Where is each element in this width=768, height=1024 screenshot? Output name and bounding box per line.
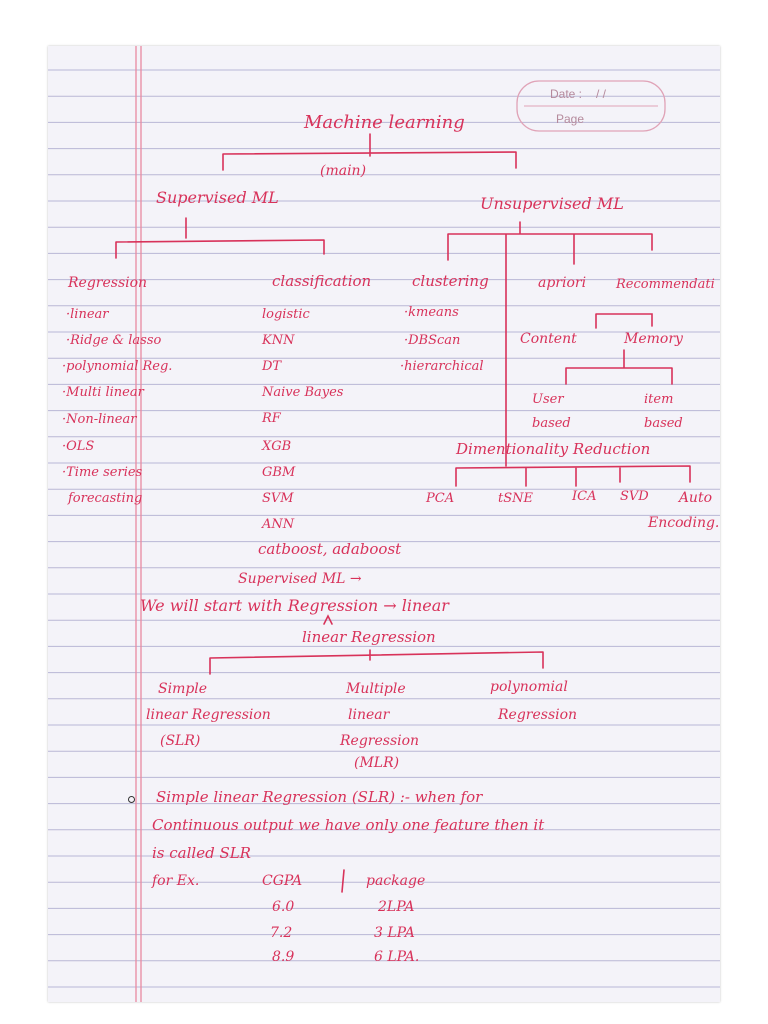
- linear-regression-heading: linear Regression: [302, 628, 436, 646]
- clustering-heading: clustering: [412, 272, 489, 290]
- lr-type-multiple-1: Multiple: [346, 681, 406, 697]
- recommendation-heading: Recommendati: [616, 277, 715, 292]
- dimensionality-item: tSNE: [498, 491, 533, 506]
- dimensionality-item: SVD: [620, 489, 649, 504]
- regression-item: ·OLS: [62, 439, 95, 454]
- lr-type-simple-3: (SLR): [160, 733, 201, 749]
- regression-item: forecasting: [68, 491, 143, 506]
- supervised-title: Supervised ML: [156, 188, 279, 207]
- example-cell: 7.2: [270, 925, 293, 941]
- page-label: Page: [556, 112, 585, 126]
- notebook-page: [48, 46, 720, 1002]
- date-page-box: [516, 79, 668, 135]
- clustering-item: ·DBScan: [404, 333, 461, 348]
- regression-item: ·Time series: [62, 465, 143, 480]
- memory-child: User based: [532, 392, 571, 432]
- clustering-item: ·kmeans: [404, 305, 459, 320]
- dimensionality-heading: Dimentionality Reduction: [456, 440, 651, 458]
- dimensionality-item: PCA: [426, 491, 455, 506]
- classification-heading: classification: [272, 272, 372, 290]
- example-cell: 6 LPA.: [374, 949, 420, 965]
- example-cell: 3 LPA: [374, 925, 415, 941]
- page-title: Machine learning: [304, 112, 465, 133]
- slr-definition-3: is called SLR: [152, 844, 251, 862]
- recommendation-child: Content: [520, 331, 577, 347]
- clustering-item: ·hierarchical: [400, 359, 484, 374]
- subtitle: (main): [320, 163, 367, 179]
- classification-item: RF: [262, 411, 281, 426]
- lr-type-poly-1: polynomial: [490, 679, 568, 695]
- classification-item: DT: [262, 359, 282, 374]
- example-col-header: package: [366, 873, 426, 889]
- lr-type-poly-2: Regression: [498, 707, 578, 723]
- classification-item: Naive Bayes: [262, 385, 344, 400]
- classification-item: ANN: [262, 517, 295, 532]
- bullet-dot: [128, 796, 135, 803]
- classification-item: KNN: [262, 333, 295, 348]
- lr-type-simple-2: linear Regression: [146, 707, 271, 723]
- unsupervised-title: Unsupervised ML: [480, 194, 624, 213]
- lr-type-simple-1: Simple: [158, 681, 208, 697]
- classification-item: XGB: [262, 439, 292, 454]
- regression-item: ·Non-linear: [62, 412, 137, 427]
- classification-item: GBM: [262, 465, 296, 480]
- dimensionality-item: ICA: [572, 489, 597, 504]
- memory-child: item based: [644, 392, 683, 432]
- lr-type-multiple-2: linear: [348, 707, 390, 723]
- supervised-note: Supervised ML →: [238, 571, 362, 587]
- classification-item: SVM: [262, 491, 294, 506]
- regression-item: ·Ridge & lasso: [66, 333, 162, 348]
- regression-item: ·Multi linear: [62, 385, 144, 400]
- dimensionality-item: Auto Encoding.: [648, 490, 720, 531]
- example-label: for Ex.: [152, 873, 200, 889]
- example-cell: 8.9: [272, 949, 295, 965]
- start-line: We will start with Regression → linear: [140, 596, 449, 615]
- classification-item: logistic: [262, 307, 310, 322]
- apriori-heading: apriori: [538, 275, 587, 291]
- slr-definition-1: Simple linear Regression (SLR) :- when for: [156, 788, 483, 806]
- regression-item: ·polynomial Reg.: [62, 359, 173, 374]
- date-label: Date :: [550, 87, 583, 101]
- recommendation-child: Memory: [624, 331, 683, 347]
- ruled-lines: [48, 46, 720, 1002]
- slr-definition-2: Continuous output we have only one feature then it: [152, 816, 545, 834]
- lr-type-multiple-4: (MLR): [354, 755, 400, 771]
- example-cell: 6.0: [272, 899, 295, 915]
- regression-heading: Regression: [68, 275, 148, 291]
- regression-item: ·linear: [66, 307, 109, 322]
- lr-type-multiple-3: Regression: [340, 733, 420, 749]
- example-cell: 2LPA: [378, 899, 415, 915]
- example-col-header: CGPA: [262, 873, 303, 889]
- classification-item: catboost, adaboost: [258, 540, 402, 558]
- date-value: / /: [596, 87, 607, 101]
